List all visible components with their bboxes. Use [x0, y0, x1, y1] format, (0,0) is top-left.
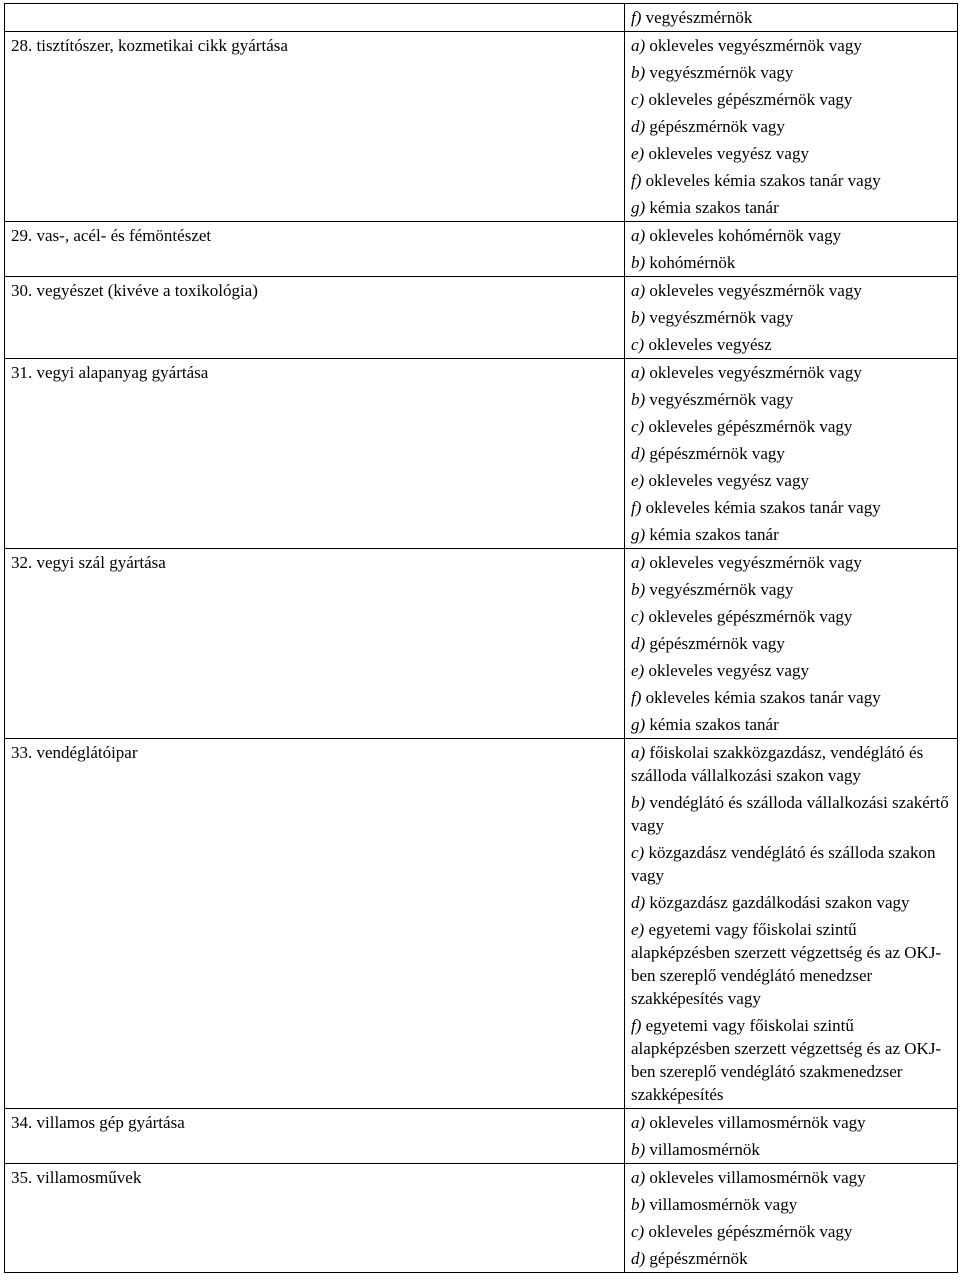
table-row — [5, 32, 958, 222]
option-text: okleveles kémia szakos tanár vagy — [641, 171, 881, 190]
qualification-cell — [625, 32, 958, 222]
option-marker: c) — [631, 90, 645, 109]
qualification-cell — [625, 739, 958, 1109]
qualification-option — [631, 88, 953, 111]
table-row — [5, 1164, 958, 1273]
qualification-option — [631, 841, 953, 887]
option-text: vegyészmérnök vagy — [645, 308, 794, 327]
option-text: okleveles gépészmérnök vagy — [644, 90, 853, 109]
qualification-option — [631, 224, 953, 247]
qualification-option — [631, 1014, 953, 1106]
option-marker: e) — [631, 920, 645, 939]
qualification-option — [631, 388, 953, 411]
option-marker: a) — [631, 743, 646, 762]
qualification-cell — [625, 359, 958, 549]
option-marker: b) — [631, 390, 646, 409]
qualification-option — [631, 578, 953, 601]
table-row — [5, 222, 958, 277]
option-marker: a) — [631, 226, 646, 245]
qualification-option — [631, 605, 953, 628]
option-text: vendéglátó és szálloda vállalkozási szakértő vagy — [631, 793, 949, 835]
option-text: okleveles gépészmérnök vagy — [644, 1222, 853, 1241]
qualification-option — [631, 169, 953, 192]
activity-cell — [5, 549, 625, 739]
table-row — [5, 1109, 958, 1164]
option-text: okleveles villamosmérnök vagy — [645, 1113, 866, 1132]
option-text: gépészmérnök vagy — [645, 634, 785, 653]
option-marker: f) — [631, 171, 642, 190]
activity-label: 33. vendéglátóipar — [11, 743, 138, 762]
option-marker: a) — [631, 553, 646, 572]
option-marker: c) — [631, 335, 645, 354]
option-marker: f) — [631, 498, 642, 517]
qualification-option — [631, 469, 953, 492]
activity-cell — [5, 222, 625, 277]
qualification-cell — [625, 1164, 958, 1273]
option-text: egyetemi vagy főiskolai szintű alapképzésben szerzett végzettség és az OKJ-ben szereplő vendéglátó menedzser szakképesítés vagy — [631, 920, 942, 1008]
activity-label: 34. villamos gép gyártása — [11, 1113, 185, 1132]
option-text: kohómérnök — [645, 253, 736, 272]
option-text: közgazdász vendéglátó és szálloda szakon vagy — [631, 843, 936, 885]
table-row — [5, 4, 958, 32]
option-marker: c) — [631, 417, 645, 436]
activity-cell — [5, 1109, 625, 1164]
option-marker: d) — [631, 444, 646, 463]
option-marker: f) — [631, 688, 642, 707]
option-text: okleveles villamosmérnök vagy — [645, 1168, 866, 1187]
activity-label: 28. tisztítószer, kozmetikai cikk gyártása — [11, 36, 288, 55]
option-marker: b) — [631, 580, 646, 599]
option-text: okleveles vegyészmérnök vagy — [645, 553, 862, 572]
option-text: vegyészmérnök vagy — [645, 63, 794, 82]
option-marker: b) — [631, 308, 646, 327]
activity-cell — [5, 359, 625, 549]
option-marker: b) — [631, 793, 646, 812]
option-marker: d) — [631, 634, 646, 653]
option-text: okleveles vegyészmérnök vagy — [645, 36, 862, 55]
qualification-option — [631, 659, 953, 682]
option-text: villamosmérnök vagy — [645, 1195, 798, 1214]
option-text: vegyészmérnök vagy — [645, 580, 794, 599]
option-text: kémia szakos tanár — [645, 715, 779, 734]
qualification-option — [631, 713, 953, 736]
option-marker: d) — [631, 117, 646, 136]
activity-label: 31. vegyi alapanyag gyártása — [11, 363, 209, 382]
activity-label: 29. vas-, acél- és fémöntészet — [11, 226, 212, 245]
option-text: okleveles vegyészmérnök vagy — [645, 281, 862, 300]
option-marker: a) — [631, 363, 646, 382]
table-body — [5, 4, 958, 1273]
option-text: gépészmérnök vagy — [645, 444, 785, 463]
qualification-option — [631, 251, 953, 274]
option-text: okleveles vegyész vagy — [644, 661, 809, 680]
table-row — [5, 277, 958, 359]
option-marker: d) — [631, 893, 646, 912]
qualification-option — [631, 61, 953, 84]
option-marker: a) — [631, 1168, 646, 1187]
option-marker: a) — [631, 1113, 646, 1132]
option-text: gépészmérnök vagy — [645, 117, 785, 136]
option-text: egyetemi vagy főiskolai szintű alapképzésben szerzett végzettség és az OKJ-ben szereplő vendéglátó szakmenedzser szakképesítés — [631, 1016, 942, 1104]
option-text: kémia szakos tanár — [645, 525, 779, 544]
table-row — [5, 739, 958, 1109]
option-text: okleveles gépészmérnök vagy — [644, 417, 853, 436]
qualification-option — [631, 918, 953, 1010]
activity-cell — [5, 32, 625, 222]
qualification-cell — [625, 549, 958, 739]
option-text: okleveles gépészmérnök vagy — [644, 607, 853, 626]
option-marker: b) — [631, 1195, 646, 1214]
qualification-option — [631, 415, 953, 438]
qualification-table — [4, 3, 958, 1273]
qualification-option — [631, 686, 953, 709]
option-marker: f) — [631, 8, 642, 27]
qualification-option — [631, 6, 953, 29]
option-marker: a) — [631, 36, 646, 55]
qualification-option — [631, 1193, 953, 1216]
option-text: okleveles vegyész — [644, 335, 772, 354]
option-marker: b) — [631, 63, 646, 82]
qualification-option — [631, 551, 953, 574]
qualification-option — [631, 442, 953, 465]
option-text: okleveles kohómérnök vagy — [645, 226, 842, 245]
table-row — [5, 549, 958, 739]
option-marker: e) — [631, 144, 645, 163]
option-text: vegyészmérnök vagy — [645, 390, 794, 409]
option-marker: g) — [631, 198, 646, 217]
activity-label: 35. villamosművek — [11, 1168, 142, 1187]
qualification-option — [631, 142, 953, 165]
option-marker: c) — [631, 1222, 645, 1241]
qualification-option — [631, 1111, 953, 1134]
qualification-option — [631, 306, 953, 329]
option-text: főiskolai szakközgazdász, vendéglátó és szálloda vállalkozási szakon vagy — [631, 743, 924, 785]
qualification-option — [631, 741, 953, 787]
qualification-cell — [625, 277, 958, 359]
activity-label: 30. vegyészet (kivéve a toxikológia) — [11, 281, 258, 300]
option-marker: e) — [631, 471, 645, 490]
qualification-option — [631, 1138, 953, 1161]
qualification-option — [631, 1247, 953, 1270]
option-marker: b) — [631, 1140, 646, 1159]
table-row — [5, 359, 958, 549]
option-text: gépészmérnök — [645, 1249, 748, 1268]
qualification-option — [631, 34, 953, 57]
qualification-option — [631, 279, 953, 302]
activity-cell — [5, 739, 625, 1109]
option-text: kémia szakos tanár — [645, 198, 779, 217]
option-text: közgazdász gazdálkodási szakon vagy — [645, 893, 910, 912]
qualification-option — [631, 891, 953, 914]
qualification-cell — [625, 1109, 958, 1164]
option-text: vegyészmérnök — [641, 8, 753, 27]
qualification-option — [631, 196, 953, 219]
option-marker: c) — [631, 607, 645, 626]
qualification-option — [631, 496, 953, 519]
qualification-option — [631, 115, 953, 138]
option-marker: f) — [631, 1016, 642, 1035]
option-text: okleveles kémia szakos tanár vagy — [641, 688, 881, 707]
qualification-option — [631, 333, 953, 356]
activity-cell — [5, 277, 625, 359]
qualification-cell — [625, 222, 958, 277]
option-marker: d) — [631, 1249, 646, 1268]
qualification-option — [631, 1220, 953, 1243]
activity-cell — [5, 4, 625, 32]
qualification-cell — [625, 4, 958, 32]
option-text: okleveles vegyészmérnök vagy — [645, 363, 862, 382]
option-text: villamosmérnök — [645, 1140, 760, 1159]
option-marker: g) — [631, 715, 646, 734]
option-text: okleveles vegyész vagy — [644, 144, 809, 163]
option-marker: c) — [631, 843, 645, 862]
option-marker: g) — [631, 525, 646, 544]
qualification-option — [631, 791, 953, 837]
qualification-option — [631, 1166, 953, 1189]
qualification-option — [631, 632, 953, 655]
option-text: okleveles kémia szakos tanár vagy — [641, 498, 881, 517]
option-marker: b) — [631, 253, 646, 272]
activity-label: 32. vegyi szál gyártása — [11, 553, 166, 572]
option-marker: e) — [631, 661, 645, 680]
qualification-option — [631, 361, 953, 384]
option-text: okleveles vegyész vagy — [644, 471, 809, 490]
activity-cell — [5, 1164, 625, 1273]
option-marker: a) — [631, 281, 646, 300]
qualification-option — [631, 523, 953, 546]
